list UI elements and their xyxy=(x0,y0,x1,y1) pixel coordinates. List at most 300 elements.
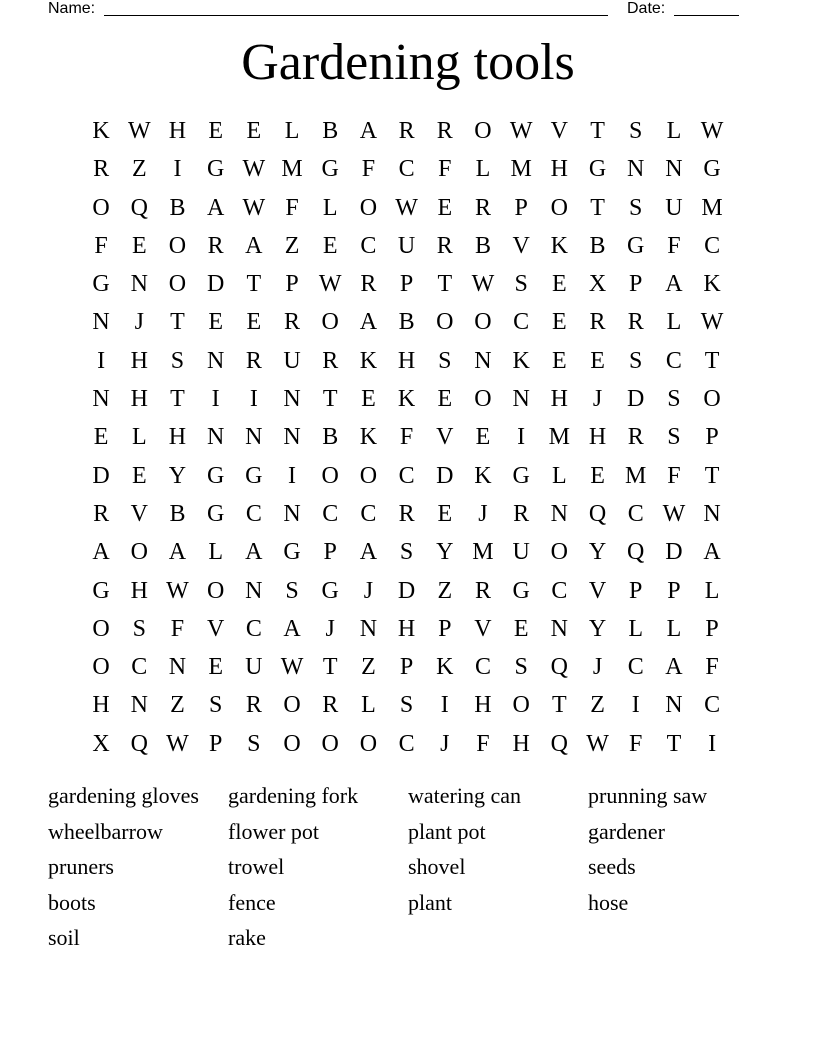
grid-letter: P xyxy=(705,424,719,451)
grid-letter: R xyxy=(627,424,644,451)
grid-letter: C xyxy=(474,654,491,681)
grid-letter: E xyxy=(131,232,147,259)
grid-letter: W xyxy=(242,194,266,221)
grid-letter: V xyxy=(474,615,492,642)
grid-letter: D xyxy=(627,386,645,413)
word-list-item: plant xyxy=(408,889,452,915)
grid-letter: E xyxy=(552,347,567,374)
grid-letter: G xyxy=(206,500,225,527)
grid-letter: Z xyxy=(361,654,376,681)
grid-letter: U xyxy=(397,232,416,259)
grid-letter: T xyxy=(170,386,185,413)
grid-letter: V xyxy=(130,500,148,527)
grid-letter: N xyxy=(245,424,263,451)
word-list-item: soil xyxy=(48,925,80,951)
grid-letter: R xyxy=(589,309,606,336)
grid-letter: I xyxy=(517,424,526,451)
grid-letter: N xyxy=(283,386,301,413)
grid-letter: E xyxy=(513,615,529,642)
grid-letter: E xyxy=(93,424,109,451)
grid-letter: W xyxy=(166,730,189,757)
grid-letter: O xyxy=(168,232,187,259)
grid-letter: N xyxy=(245,577,263,604)
grid-letter: G xyxy=(245,462,263,489)
grid-letter: L xyxy=(322,194,338,221)
grid-letter: O xyxy=(474,309,492,336)
grid-letter: R xyxy=(245,692,262,719)
grid-letter: S xyxy=(514,654,528,681)
grid-letter: C xyxy=(398,156,415,183)
grid-letter: N xyxy=(206,347,225,374)
grid-letter: T xyxy=(170,309,185,336)
grid-letter: R xyxy=(322,347,339,374)
grid-letter: P xyxy=(208,730,223,757)
word-list-item: fence xyxy=(228,889,276,915)
grid-letter: A xyxy=(359,118,378,144)
grid-letter: O xyxy=(283,730,301,757)
grid-letter: C xyxy=(398,730,415,757)
grid-letter: N xyxy=(665,692,683,719)
grid-letter: J xyxy=(592,654,603,681)
grid-letter: P xyxy=(667,577,681,604)
grid-letter: I xyxy=(440,692,449,719)
grid-letter: F xyxy=(170,615,185,642)
grid-letter: P xyxy=(399,271,414,298)
grid-letter: S xyxy=(399,692,414,719)
grid-letter: E xyxy=(322,232,338,259)
grid-letter: E xyxy=(246,118,262,144)
grid-letter: P xyxy=(323,539,337,566)
grid-letter: S xyxy=(629,118,643,144)
grid-letter: T xyxy=(437,271,453,298)
grid-letter: R xyxy=(398,118,415,144)
grid-letter: C xyxy=(551,577,568,604)
word-list-item: shovel xyxy=(408,854,466,880)
grid-letter: F xyxy=(285,194,299,221)
grid-letter: K xyxy=(474,462,492,489)
grid-letter: U xyxy=(283,347,301,374)
grid-letter: F xyxy=(629,730,643,757)
grid-letter: S xyxy=(629,194,643,221)
grid-letter: O xyxy=(436,309,454,336)
grid-letter: T xyxy=(704,462,720,489)
word-list-item: watering can xyxy=(408,783,521,808)
grid-letter: N xyxy=(703,500,721,527)
grid-letter: H xyxy=(130,577,148,604)
grid-letter: W xyxy=(242,156,266,183)
grid-letter: L xyxy=(628,615,644,642)
grid-letter: U xyxy=(665,194,683,221)
grid-letter: N xyxy=(359,615,378,642)
grid-letter: M xyxy=(625,462,647,489)
grid-letter: Q xyxy=(550,730,569,757)
grid-letter: O xyxy=(92,654,110,681)
word-list xyxy=(48,779,768,957)
grid-letter: I xyxy=(631,692,640,719)
grid-letter: U xyxy=(512,539,530,566)
grid-letter: R xyxy=(474,577,491,604)
grid-letter: A xyxy=(92,539,110,566)
grid-letter: M xyxy=(548,424,571,451)
grid-letter: J xyxy=(363,577,374,604)
grid-letter: O xyxy=(92,194,110,221)
grid-letter: N xyxy=(92,309,110,336)
grid-letter: L xyxy=(704,577,720,604)
grid-letter: A xyxy=(206,194,225,221)
grid-letter: N xyxy=(665,156,683,183)
grid-letter: G xyxy=(92,271,110,298)
grid-letter: W xyxy=(700,118,724,144)
word-list-item: boots xyxy=(48,889,96,915)
grid-letter: I xyxy=(288,462,297,489)
grid-letter: H xyxy=(168,118,187,144)
grid-letter: A xyxy=(359,539,378,566)
grid-letter: C xyxy=(245,500,262,527)
grid-letter: I xyxy=(211,386,220,413)
grid-letter: M xyxy=(701,194,723,221)
grid-letter: F xyxy=(438,156,452,183)
grid-letter: C xyxy=(360,500,377,527)
grid-letter: P xyxy=(285,271,299,298)
grid-letter: S xyxy=(667,424,681,451)
grid-letter: F xyxy=(399,424,414,451)
grid-letter: G xyxy=(321,156,339,183)
grid-letter: D xyxy=(665,539,683,566)
word-list-item: prunning saw xyxy=(588,783,708,808)
grid-letter: R xyxy=(436,118,453,144)
grid-letter: V xyxy=(588,577,607,604)
grid-letter: Q xyxy=(588,500,607,527)
grid-letter: R xyxy=(284,309,301,336)
grid-letter: Y xyxy=(588,539,607,566)
grid-letter: N xyxy=(206,424,225,451)
name-field-line xyxy=(104,0,608,16)
grid-letter: N xyxy=(512,386,530,413)
grid-letter: K xyxy=(512,347,530,374)
grid-letter: O xyxy=(359,730,378,757)
grid-letter: G xyxy=(588,156,607,183)
grid-letter: D xyxy=(92,462,110,489)
grid-letter: M xyxy=(472,539,494,566)
grid-letter: R xyxy=(207,232,224,259)
grid-letter: H xyxy=(168,424,187,451)
grid-letter: B xyxy=(169,500,186,527)
grid-letter: W xyxy=(662,500,686,527)
grid-letter: G xyxy=(92,577,110,604)
date-field-line xyxy=(674,0,739,16)
grid-letter: E xyxy=(246,309,262,336)
grid-letter: V xyxy=(512,232,530,259)
grid-letter: L xyxy=(208,539,223,566)
grid-letter: R xyxy=(245,347,262,374)
grid-letter: Z xyxy=(590,692,605,719)
grid-letter: O xyxy=(92,615,110,642)
grid-letter: I xyxy=(249,386,258,413)
grid-letter: B xyxy=(322,424,339,451)
grid-letter: B xyxy=(169,194,186,221)
grid-letter: N xyxy=(627,156,645,183)
grid-letter: N xyxy=(168,654,187,681)
grid-letter: Y xyxy=(588,615,607,642)
date-label: Date: xyxy=(627,0,666,17)
grid-letter: N xyxy=(550,500,569,527)
grid-letter: G xyxy=(512,462,530,489)
grid-letter: P xyxy=(629,577,643,604)
grid-letter: A xyxy=(168,539,187,566)
grid-letter: O xyxy=(703,386,721,413)
grid-letter: G xyxy=(283,539,301,566)
grid-letter: A xyxy=(665,271,683,298)
grid-letter: H xyxy=(550,386,569,413)
grid-letter: D xyxy=(397,577,416,604)
word-list-item: hose xyxy=(588,889,629,915)
grid-letter: D xyxy=(206,271,225,298)
grid-letter: C xyxy=(665,347,682,374)
grid-letter: H xyxy=(474,692,492,719)
grid-letter: O xyxy=(321,730,339,757)
grid-letter: A xyxy=(359,309,378,336)
grid-letter: A xyxy=(665,654,683,681)
grid-letter: J xyxy=(478,500,488,527)
grid-letter: P xyxy=(438,615,452,642)
grid-letter: R xyxy=(627,309,644,336)
grid-letter: S xyxy=(438,347,452,374)
grid-letter: T xyxy=(590,194,605,221)
grid-letter: A xyxy=(245,539,263,566)
grid-letter: K xyxy=(359,424,378,451)
grid-letter: O xyxy=(283,692,301,719)
grid-letter: T xyxy=(322,386,338,413)
grid-letter: Z xyxy=(131,156,147,183)
grid-letter: N xyxy=(130,271,148,298)
grid-letter: C xyxy=(513,309,530,336)
grid-letter: Q xyxy=(130,194,148,221)
word-list-item: pruners xyxy=(48,854,114,880)
grid-letter: O xyxy=(206,577,225,604)
grid-letter: O xyxy=(474,118,492,144)
grid-letter: S xyxy=(667,386,681,413)
grid-letter: E xyxy=(208,118,223,144)
grid-letter: K xyxy=(550,232,569,259)
grid-letter: S xyxy=(629,347,643,374)
grid-letter: P xyxy=(514,194,528,221)
grid-letter: J xyxy=(592,386,603,413)
grid-letter: L xyxy=(131,424,147,451)
grid-letter: H xyxy=(130,386,148,413)
word-list-item: trowel xyxy=(228,854,285,880)
grid-letter: J xyxy=(440,730,450,757)
grid-letter: S xyxy=(399,539,414,566)
grid-letter: S xyxy=(208,692,223,719)
grid-letter: H xyxy=(588,424,607,451)
grid-letter: S xyxy=(132,615,146,642)
grid-letter: E xyxy=(475,424,491,451)
grid-letter: C xyxy=(398,462,415,489)
grid-letter: R xyxy=(474,194,491,221)
grid-letter: P xyxy=(629,271,643,298)
grid-letter: E xyxy=(552,309,567,336)
grid-letter: W xyxy=(395,194,418,221)
grid-letter: Z xyxy=(170,692,185,719)
grid-letter: T xyxy=(704,347,720,374)
grid-letter: A xyxy=(283,615,301,642)
grid-letter: E xyxy=(590,462,605,489)
grid-letter: C xyxy=(627,500,644,527)
grid-letter: Y xyxy=(436,539,454,566)
grid-letter: G xyxy=(703,156,721,183)
grid-letter: Q xyxy=(550,654,569,681)
grid-letter: T xyxy=(552,692,567,719)
grid-letter: N xyxy=(283,424,301,451)
grid-letter: S xyxy=(285,577,299,604)
grid-letter: O xyxy=(321,462,339,489)
grid-letter: J xyxy=(325,615,335,642)
grid-letter: W xyxy=(318,271,342,298)
grid-letter: T xyxy=(246,271,262,298)
grid-letter: L xyxy=(552,462,567,489)
grid-letter: N xyxy=(130,692,148,719)
grid-letter: A xyxy=(703,539,721,566)
grid-letter: I xyxy=(97,347,106,374)
grid-letter: L xyxy=(666,309,682,336)
grid-letter: O xyxy=(550,539,569,566)
grid-letter: C xyxy=(131,654,148,681)
word-list-item: wheelbarrow xyxy=(48,818,163,844)
grid-letter: O xyxy=(474,386,492,413)
grid-letter: O xyxy=(130,539,148,566)
grid-letter: C xyxy=(360,232,377,259)
grid-letter: Q xyxy=(130,730,148,757)
grid-letter: S xyxy=(514,271,528,298)
grid-letter: I xyxy=(173,156,182,183)
grid-letter: Q xyxy=(627,539,645,566)
grid-letter: E xyxy=(208,309,223,336)
grid-letter: M xyxy=(510,156,532,183)
grid-letter: X xyxy=(92,730,110,757)
grid-letter: G xyxy=(627,232,645,259)
grid-letter: V xyxy=(550,118,569,144)
grid-letter: W xyxy=(471,271,495,298)
grid-letter: V xyxy=(436,424,454,451)
grid-letter: W xyxy=(127,118,151,144)
grid-letter: E xyxy=(437,194,453,221)
grid-letter: F xyxy=(94,232,108,259)
grid-letter: N xyxy=(283,500,301,527)
grid-letter: N xyxy=(92,386,110,413)
grid-letter: O xyxy=(512,692,530,719)
grid-letter: C xyxy=(627,654,644,681)
grid-letter: C xyxy=(704,232,721,259)
grid-letter: M xyxy=(281,156,303,183)
grid-letter: B xyxy=(589,232,606,259)
letter-grid xyxy=(82,112,731,763)
grid-letter: L xyxy=(475,156,491,183)
grid-letter: K xyxy=(92,118,110,144)
grid-letter: F xyxy=(476,730,490,757)
grid-letter: G xyxy=(512,577,530,604)
word-list-item: plant pot xyxy=(408,818,486,844)
grid-letter: H xyxy=(130,347,148,374)
grid-letter: W xyxy=(280,654,304,681)
grid-letter: Y xyxy=(168,462,187,489)
grid-letter: E xyxy=(437,500,453,527)
word-list-item: gardening fork xyxy=(228,783,359,808)
grid-letter: R xyxy=(513,500,530,527)
grid-letter: L xyxy=(666,615,682,642)
grid-letter: B xyxy=(398,309,415,336)
grid-letter: E xyxy=(437,386,453,413)
grid-letter: O xyxy=(359,462,378,489)
grid-letter: N xyxy=(474,347,492,374)
grid-letter: T xyxy=(322,654,338,681)
grid-letter: R xyxy=(322,692,339,719)
grid-letter: L xyxy=(666,118,682,144)
grid-letter: H xyxy=(397,347,416,374)
grid-letter: C xyxy=(704,692,721,719)
grid-letter: H xyxy=(92,692,110,719)
grid-letter: G xyxy=(321,577,339,604)
grid-letter: H xyxy=(397,615,416,642)
grid-letter: Z xyxy=(437,577,453,604)
grid-letter: U xyxy=(245,654,263,681)
grid-letter: V xyxy=(206,615,225,642)
grid-letter: T xyxy=(666,730,682,757)
grid-letter: D xyxy=(436,462,454,489)
grid-letter: R xyxy=(398,500,415,527)
grid-letter: L xyxy=(361,692,376,719)
grid-letter: F xyxy=(667,462,681,489)
grid-letter: K xyxy=(703,271,721,298)
grid-letter: K xyxy=(436,654,454,681)
grid-letter: P xyxy=(399,654,414,681)
grid-letter: R xyxy=(360,271,377,298)
grid-letter: C xyxy=(245,615,262,642)
grid-letter: O xyxy=(321,309,339,336)
page-title: Gardening tools xyxy=(241,34,575,91)
grid-letter: Z xyxy=(284,232,300,259)
grid-letter: N xyxy=(550,615,569,642)
grid-letter: S xyxy=(247,730,261,757)
header xyxy=(48,0,748,20)
grid-letter: O xyxy=(359,194,378,221)
grid-letter: X xyxy=(588,271,607,298)
grid-letter: E xyxy=(552,271,567,298)
name-label: Name: xyxy=(48,0,96,17)
grid-letter: K xyxy=(359,347,378,374)
grid-letter: L xyxy=(284,118,300,144)
grid-letter: R xyxy=(436,232,453,259)
grid-letter: W xyxy=(509,118,533,144)
word-list-item: gardening gloves xyxy=(48,783,199,808)
grid-letter: R xyxy=(93,500,110,527)
grid-letter: A xyxy=(245,232,263,259)
grid-letter: G xyxy=(206,156,225,183)
word-list-item: rake xyxy=(228,925,266,951)
grid-letter: K xyxy=(397,386,416,413)
word-list-item: seeds xyxy=(588,854,636,880)
grid-letter: T xyxy=(590,118,605,144)
grid-letter: J xyxy=(134,309,144,336)
word-list-item: gardener xyxy=(588,818,665,844)
grid-letter: O xyxy=(550,194,569,221)
grid-letter: E xyxy=(208,654,223,681)
grid-letter: I xyxy=(708,730,717,757)
grid-letter: W xyxy=(700,309,724,336)
grid-letter: F xyxy=(361,156,376,183)
grid-letter: C xyxy=(322,500,339,527)
grid-letter: O xyxy=(168,271,187,298)
grid-letter: F xyxy=(705,654,719,681)
